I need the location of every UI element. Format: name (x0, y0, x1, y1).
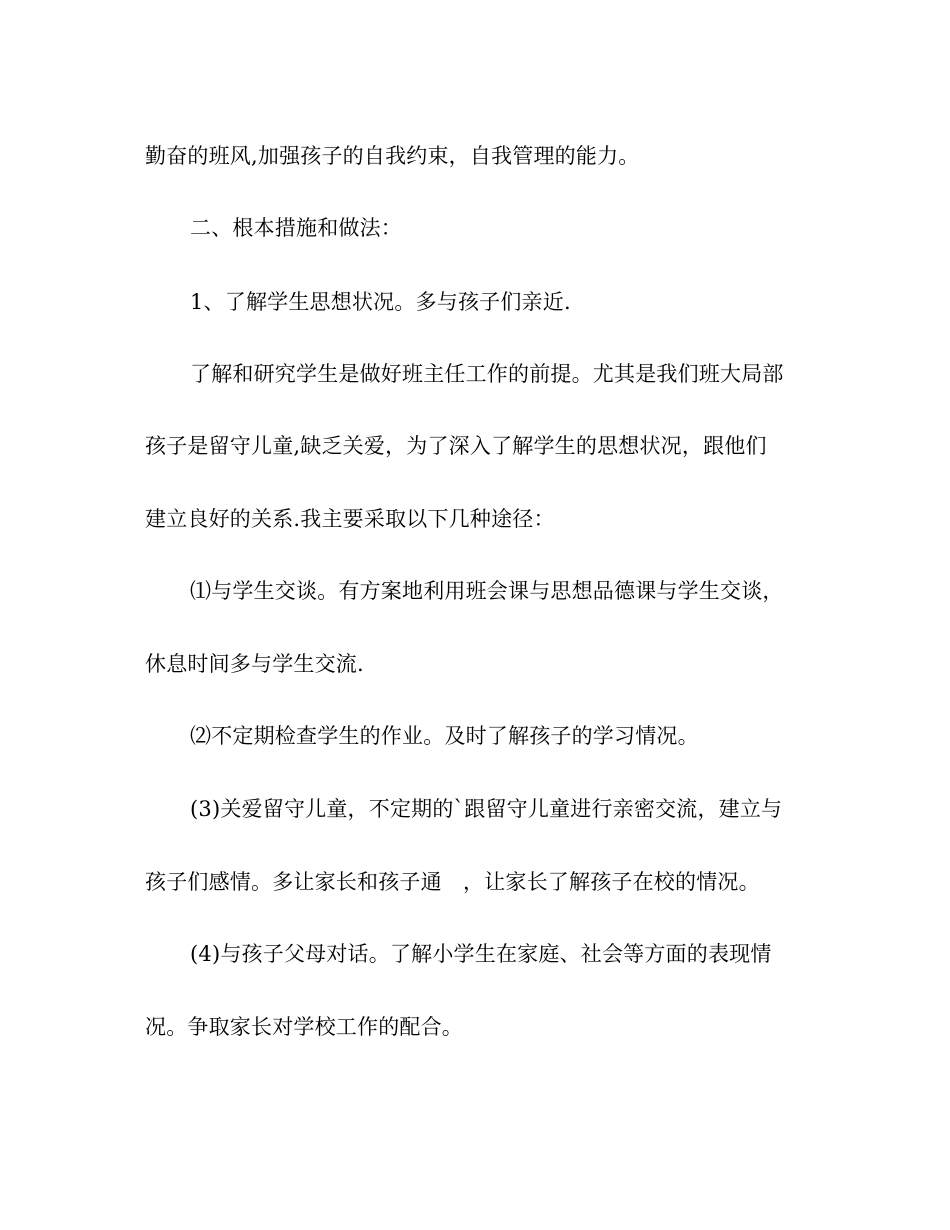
paragraph-line: 休息时间多与学生交流. (145, 652, 364, 676)
section-heading: 二、根本措施和做法： (190, 216, 402, 240)
paragraph-line: 况。争取家长对学校工作的配合。 (145, 1015, 463, 1039)
subsection-heading: 1、了解学生思想状况。多与孩子们亲近. (190, 290, 571, 314)
list-item: (3)关爱留守儿童，不定期的`跟留守儿童进行亲密交流，建立与 (190, 797, 783, 821)
paragraph-line: 孩子们感情。多让家长和孩子通 ，让家长了解孩子在校的情况。 (145, 870, 760, 894)
list-item: ⑴与学生交谈。有方案地利用班会课与思想品德课与学生交谈， (190, 579, 784, 603)
paragraph-line: 建立良好的关系.我主要采取以下几种途径： (145, 507, 555, 531)
list-item: (4)与孩子父母对话。了解小学生在家庭、社会等方面的表现情 (190, 942, 772, 966)
paragraph-line: 勤奋的班风,加强孩子的自我约束，自我管理的能力。 (145, 144, 640, 168)
list-item: ⑵不定期检查学生的作业。及时了解孩子的学习情况。 (190, 724, 699, 748)
paragraph-line: 孩子是留守儿童,缺乏关爱，为了深入了解学生的思想状况，跟他们 (145, 434, 767, 458)
paragraph-line: 了解和研究学生是做好班主任工作的前提。尤其是我们班大局部 (190, 362, 784, 386)
